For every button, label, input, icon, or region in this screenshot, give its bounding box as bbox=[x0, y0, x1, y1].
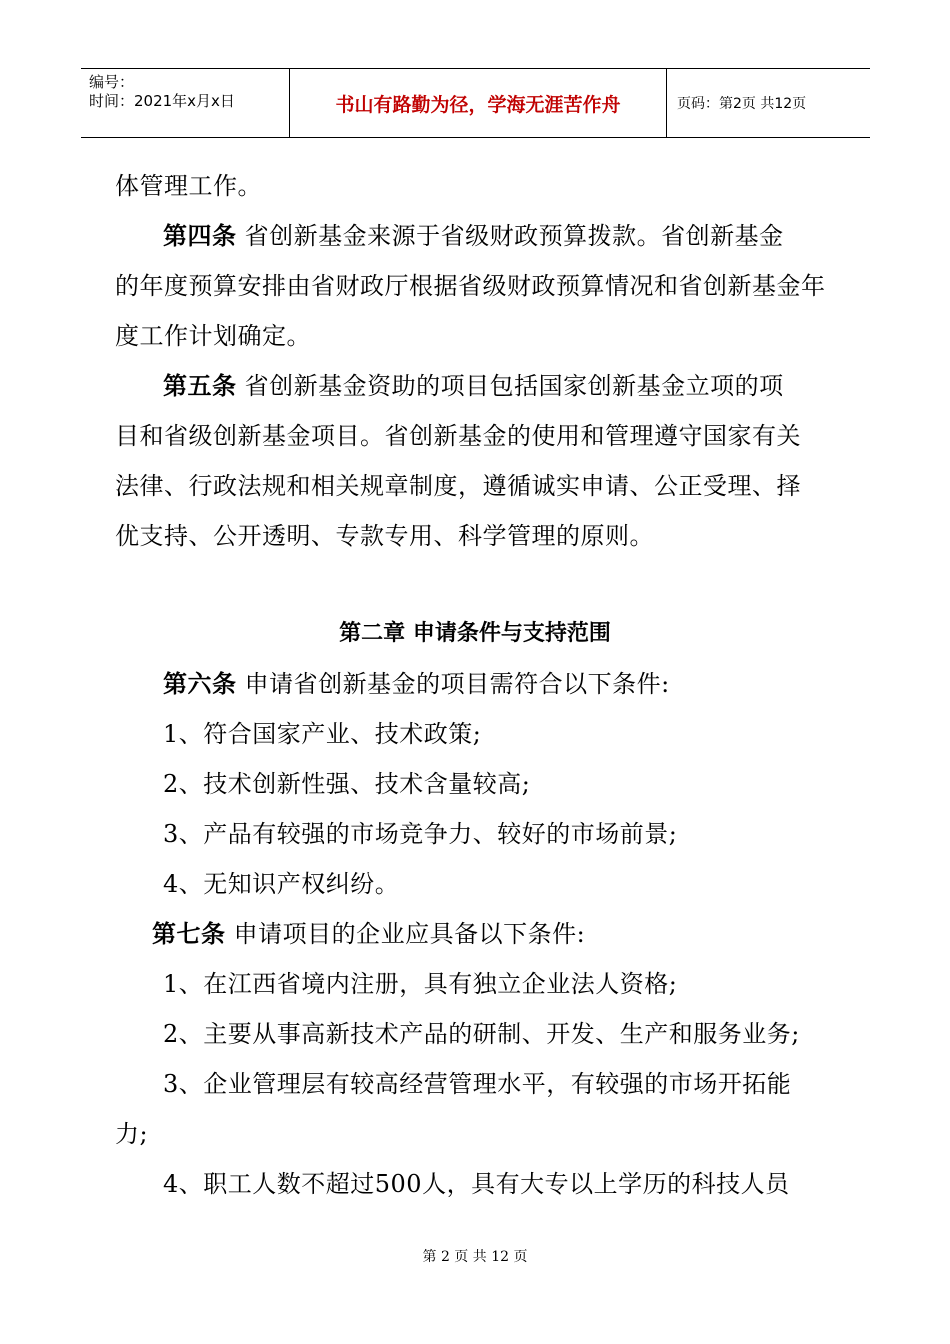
article-title: 第六条 bbox=[163, 670, 237, 698]
body-line: 体管理工作。 bbox=[115, 172, 262, 200]
chapter-heading: 第二章 申请条件与支持范围 bbox=[339, 621, 611, 646]
list-item: 1、符合国家产业、技术政策; bbox=[163, 720, 482, 748]
article-title: 第五条 bbox=[163, 372, 237, 400]
list-item: 2、主要从事高新技术产品的研制、开发、生产和服务业务; bbox=[163, 1020, 800, 1048]
page-header bbox=[81, 68, 870, 138]
body-line: 的年度预算安排由省财政厅根据省级财政预算情况和省创新基金年 bbox=[115, 272, 826, 300]
article-4 bbox=[163, 220, 784, 252]
article-text: 申请省创新基金的项目需符合以下条件: bbox=[236, 670, 670, 698]
article-5 bbox=[163, 370, 784, 402]
article-text: 省创新基金资助的项目包括国家创新基金立项的项 bbox=[236, 372, 784, 400]
article-7 bbox=[152, 918, 585, 950]
list-item: 1、在江西省境内注册，具有独立企业法人资格; bbox=[163, 970, 678, 998]
article-title: 第七条 bbox=[152, 920, 226, 948]
list-item: 3、企业管理层有较高经营管理水平，有较强的市场开拓能 bbox=[163, 1070, 792, 1098]
article-title: 第四条 bbox=[163, 222, 237, 250]
body-line: 法律、行政法规和相关规章制度，遵循诚实申请、公正受理、择 bbox=[115, 472, 801, 500]
page-footer: 第 2 页 共 12 页 bbox=[422, 1249, 528, 1265]
header-motto: 书山有路勤为径，学海无涯苦作舟 bbox=[290, 69, 667, 137]
article-text: 申请项目的企业应具备以下条件: bbox=[225, 920, 586, 948]
time-label: 时间：2021年x月x日 bbox=[89, 92, 235, 110]
header-meta bbox=[81, 69, 290, 137]
body-line: 力; bbox=[115, 1120, 149, 1148]
list-item: 2、技术创新性强、技术含量较高; bbox=[163, 770, 531, 798]
body-line: 度工作计划确定。 bbox=[115, 322, 311, 350]
header-page-info: 页码：第2页 共12页 bbox=[677, 96, 807, 112]
article-text: 省创新基金来源于省级财政预算拨款。省创新基金 bbox=[236, 222, 784, 250]
list-item: 4、职工人数不超过500人，具有大专以上学历的科技人员 bbox=[163, 1170, 790, 1198]
body-line: 优支持、公开透明、专款专用、科学管理的原则。 bbox=[115, 522, 654, 550]
serial-label: 编号： bbox=[89, 73, 135, 91]
list-item: 3、产品有较强的市场竞争力、较好的市场前景; bbox=[163, 820, 678, 848]
list-item: 4、无知识产权纠纷。 bbox=[163, 870, 400, 898]
article-6 bbox=[163, 668, 670, 700]
body-line: 目和省级创新基金项目。省创新基金的使用和管理遵守国家有关 bbox=[115, 422, 801, 450]
